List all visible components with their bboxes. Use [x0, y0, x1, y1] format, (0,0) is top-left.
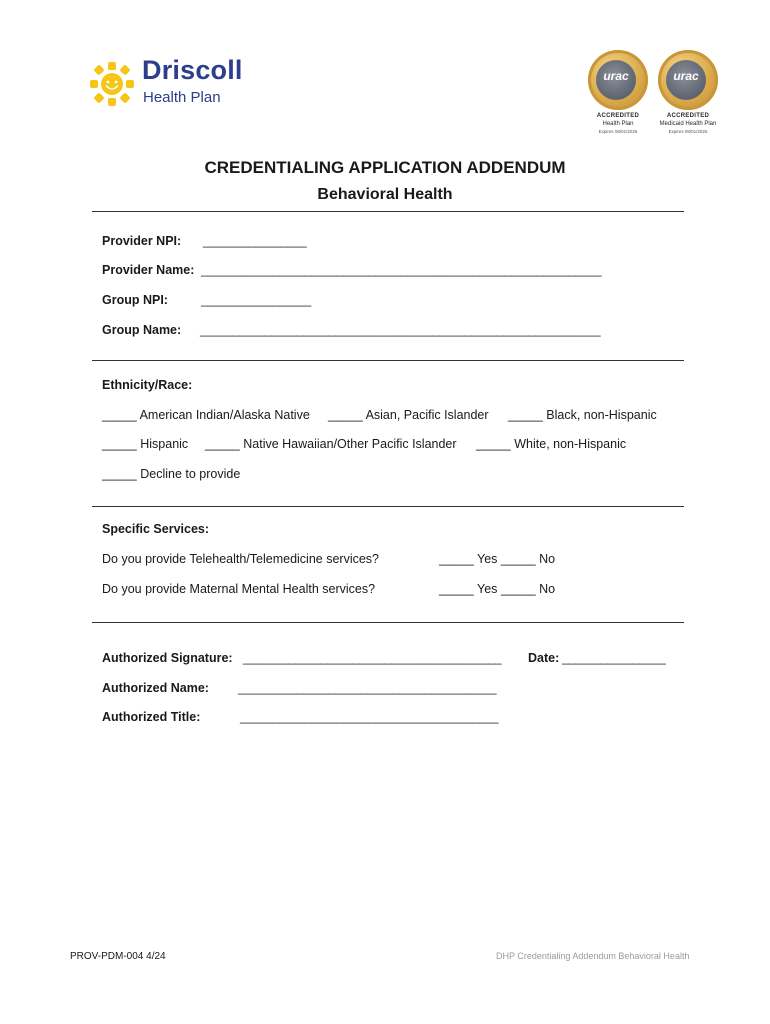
- ethnicity-option[interactable]: [102, 437, 188, 451]
- urac-medicaid-seal: [656, 50, 720, 136]
- provider-name-label: Provider Name:: [102, 263, 195, 277]
- ethnicity-option[interactable]: [328, 408, 489, 422]
- option-blank[interactable]: _____: [508, 408, 543, 422]
- driscoll-logo-icon: [90, 62, 134, 106]
- ethnicity-option[interactable]: [102, 408, 310, 422]
- maternal-health-answer[interactable]: [439, 582, 555, 596]
- telehealth-answer[interactable]: [439, 552, 555, 566]
- option-blank[interactable]: _____: [102, 408, 137, 422]
- option-label: Black, non-Hispanic: [546, 408, 657, 422]
- option-blank[interactable]: _____: [102, 467, 137, 481]
- seal-line: Expires 08/01/2026: [598, 129, 638, 134]
- option-blank[interactable]: _____: [205, 437, 240, 451]
- option-label: American Indian/Alaska Native: [139, 408, 310, 422]
- logo-name: Driscoll: [142, 55, 243, 85]
- provider-npi-label: Provider NPI:: [102, 234, 182, 248]
- urac-health-plan-seal: [586, 50, 650, 136]
- divider: [92, 506, 684, 507]
- option-label: Hispanic: [140, 437, 189, 451]
- option-blank[interactable]: _____: [476, 437, 511, 451]
- option-label: Decline to provide: [140, 467, 241, 481]
- authorized-name-label: Authorized Name:: [102, 681, 209, 695]
- provider-name-field[interactable]: ______________________________________________________________: [201, 263, 602, 277]
- authorized-title-label: Authorized Title:: [102, 710, 201, 724]
- group-npi-label: Group NPI:: [102, 293, 168, 307]
- logo-subtitle: Health Plan: [143, 89, 221, 106]
- yes-label: Yes: [477, 552, 498, 566]
- no-blank[interactable]: _____: [500, 582, 536, 596]
- seal-line: Health Plan: [602, 121, 634, 127]
- divider: [92, 622, 684, 623]
- no-blank[interactable]: _____: [500, 552, 536, 566]
- footer-form-code: PROV-PDM-004 4/24: [70, 951, 166, 962]
- option-blank[interactable]: _____: [328, 408, 363, 422]
- signature-label: Authorized Signature:: [102, 651, 233, 665]
- signature-field[interactable]: ________________________________________: [243, 651, 502, 665]
- ethnicity-option[interactable]: [508, 408, 657, 422]
- telehealth-question: Do you provide Telehealth/Telemedicine services?: [102, 552, 380, 566]
- authorized-name-field[interactable]: ________________________________________: [238, 681, 497, 695]
- date-field[interactable]: ________________: [562, 651, 666, 665]
- document-title: CREDENTIALING APPLICATION ADDENDUM: [204, 158, 566, 177]
- date-label: Date:: [528, 651, 560, 665]
- option-label: Native Hawaiian/Other Pacific Islander: [243, 437, 457, 451]
- seal-word: urac: [673, 69, 699, 83]
- seal-line: Medicaid Health Plan: [659, 121, 717, 127]
- no-label: No: [539, 552, 556, 566]
- ethnicity-option[interactable]: [476, 437, 626, 451]
- seal-line: ACCREDITED: [666, 113, 710, 119]
- no-label: No: [539, 582, 556, 596]
- services-heading: Specific Services:: [102, 522, 210, 536]
- ethnicity-option[interactable]: [205, 437, 457, 451]
- yes-blank[interactable]: _____: [439, 552, 474, 566]
- ethnicity-heading: Ethnicity/Race:: [102, 378, 193, 392]
- option-blank[interactable]: _____: [102, 437, 137, 451]
- seal-line: ACCREDITED: [596, 113, 640, 119]
- footer-document-name: DHP Credentialing Addendum Behavioral Health: [496, 951, 690, 961]
- ethnicity-option[interactable]: [102, 467, 240, 481]
- group-name-field[interactable]: ______________________________________________________________: [200, 323, 601, 337]
- option-label: Asian, Pacific Islander: [365, 408, 489, 422]
- document-subtitle: Behavioral Health: [317, 186, 453, 203]
- seal-word: urac: [603, 69, 629, 83]
- group-name-label: Group Name:: [102, 323, 182, 337]
- seal-line: Expires 08/01/2026: [668, 129, 708, 134]
- yes-blank[interactable]: _____: [439, 582, 474, 596]
- maternal-health-question: Do you provide Maternal Mental Health services?: [102, 582, 376, 596]
- divider: [92, 211, 684, 212]
- group-npi-field[interactable]: _________________: [201, 293, 311, 307]
- yes-label: Yes: [477, 582, 498, 596]
- divider: [92, 360, 684, 361]
- option-label: White, non-Hispanic: [514, 437, 627, 451]
- provider-npi-field[interactable]: ________________: [203, 234, 307, 248]
- authorized-title-field[interactable]: ________________________________________: [240, 710, 499, 724]
